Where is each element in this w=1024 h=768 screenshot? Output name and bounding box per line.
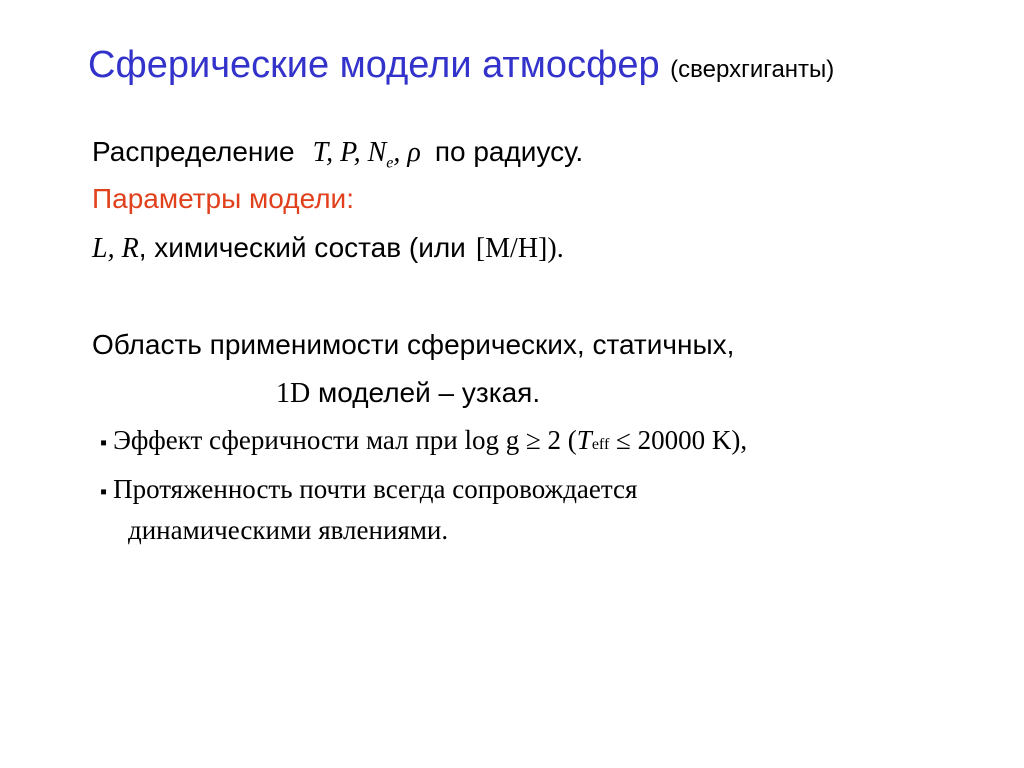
bullet-marker: ▪ [100,432,108,454]
bullet-extension [100,474,637,505]
variables-part-a: T, P, N [312,137,387,168]
distribution-suffix: по радиусу. [434,136,584,167]
bullet-extension-continuation: динамическими явлениями. [128,515,449,545]
slide-title [88,44,834,87]
bullet-sphericity-effect [100,425,747,456]
variables-part-b: , ρ [393,137,421,168]
parameters-variables: L, R [92,233,139,264]
distribution-variables [312,137,421,172]
distribution-line [92,136,583,173]
slide-title-subtitle: (сверхгиганты) [670,56,835,83]
applicability-continuation [276,377,540,410]
metallicity-notation: [M/H]). [475,233,564,264]
parameters-text: , химический состав (или [138,232,466,263]
teff-subscript: eff [591,436,610,453]
bullet-marker: ▪ [100,481,108,503]
bullet-extension-text: Протяженность почти всегда сопровождается [113,474,638,504]
applicability-continuation-text: моделей – узкая. [310,377,541,408]
variables-subscript: e [386,154,394,172]
slide-title-main: Сферические модели атмосфер [88,44,660,86]
model-parameters-heading: Параметры модели: [92,183,354,214]
bullet-sphericity-rest: ≤ 20000 K), [609,425,748,455]
distribution-prefix: Распределение [92,136,295,167]
bullet-sphericity-text: Эффект сферичности мал при log g ≥ 2 ( [113,425,577,455]
teff-symbol: T [576,425,592,455]
model-parameters-line [92,232,564,265]
applicability-line: Область применимости сферических, статичных, [92,329,735,360]
dimension-label: 1D [276,378,311,409]
